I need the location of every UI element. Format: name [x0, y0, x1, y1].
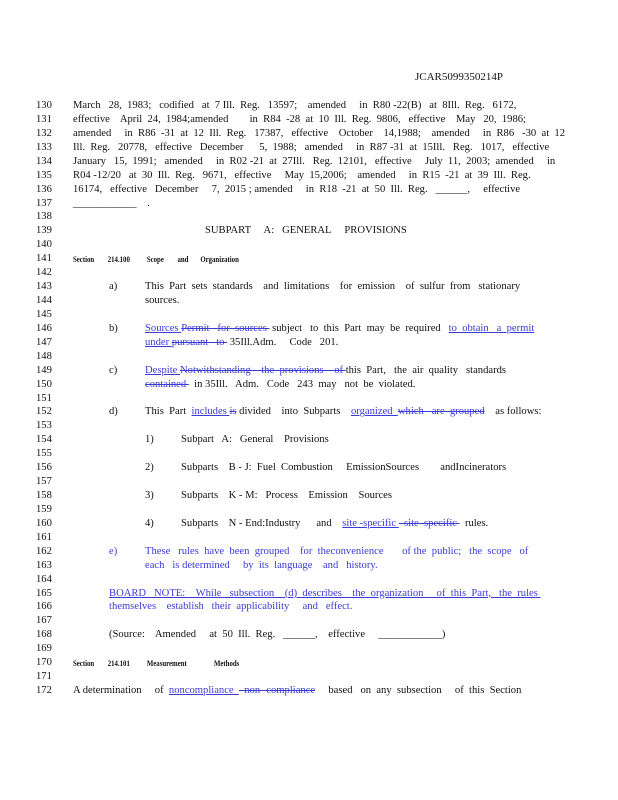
- text-run: Subparts B - J: Fuel Combustion EmissionSources andIncinerators: [181, 462, 507, 474]
- line-text: [73, 99, 516, 113]
- document-line: [0, 614, 618, 628]
- line-number: 162: [36, 545, 52, 557]
- text-run: Section 214.101 Measurement Methods: [73, 658, 240, 669]
- line-text: [73, 141, 549, 155]
- line-number: 159: [36, 503, 52, 515]
- text-run: 16174, effective December 7, 2015 ; amended in R18 -21 at 50 Ill. Reg. ______, effective: [73, 183, 521, 195]
- document-line: [0, 336, 618, 350]
- line-number: 160: [36, 517, 52, 529]
- line-number: 170: [36, 657, 52, 669]
- inserted-text: noncompliance: [168, 685, 239, 697]
- section-heading: [73, 252, 239, 266]
- line-number: 158: [36, 490, 52, 502]
- line-number: 140: [36, 239, 52, 251]
- text-run: 35Ill.Adm. Code 201.: [227, 336, 339, 348]
- section-heading: [73, 656, 239, 670]
- document-line: [0, 489, 618, 503]
- line-number: 171: [36, 671, 52, 683]
- text-run: A determination of: [73, 685, 169, 697]
- line-text: [73, 183, 520, 197]
- document-line: [0, 266, 618, 280]
- inserted-text: organized: [351, 406, 398, 418]
- document-line: [0, 517, 618, 531]
- text-run: Subpart A: General Provisions: [181, 434, 329, 446]
- line-number: 135: [36, 169, 52, 181]
- line-number: 164: [36, 573, 52, 585]
- line-number: 136: [36, 183, 52, 195]
- text-run: Section 214.100 Scope and Organization: [73, 254, 239, 265]
- document-line: [0, 656, 618, 670]
- text-run: Subparts N - End:Industry and: [181, 517, 343, 529]
- document-line: [0, 587, 618, 601]
- document-line: [0, 238, 618, 252]
- document-line: [0, 99, 618, 113]
- text-run: based on any subsection of this Section: [315, 685, 522, 697]
- document-line: [0, 294, 618, 308]
- line-number: 156: [36, 462, 52, 474]
- inserted-text: site -specific: [342, 517, 399, 529]
- line-number: 166: [36, 601, 52, 613]
- document-line: [0, 224, 618, 238]
- document-line: [0, 531, 618, 545]
- inserted-text: Despite: [145, 364, 181, 376]
- line-number: 163: [36, 559, 52, 571]
- text-run: subject to this Part may be required: [269, 322, 449, 334]
- document-line: [0, 670, 618, 684]
- line-text: [73, 169, 531, 183]
- text-run: in 35Ill. Adm. Code 243 may not be violated.: [188, 378, 416, 390]
- document-line: [0, 475, 618, 489]
- document-line: [0, 183, 618, 197]
- line-number: 161: [36, 531, 52, 543]
- item-label: 2): [145, 462, 154, 474]
- line-number: 132: [36, 127, 52, 139]
- line-number: 154: [36, 434, 52, 446]
- text-run: These rules have been grouped for theconvenience of the public; the scope of: [145, 545, 529, 557]
- text-run: March 28, 1983; codified at 7 Ill. Reg. 13597; amended in R80 -22(B) at 8Ill. Reg. 6172,: [73, 100, 517, 111]
- document-line: [0, 503, 618, 517]
- subsection-label: c): [109, 364, 118, 376]
- line-text: [145, 405, 541, 419]
- document-line: [0, 405, 618, 419]
- text-run: January 15, 1991; amended in R02 -21 at 27Ill. Reg. 12101, effective July 11, 2003; amended in: [73, 155, 556, 167]
- line-text: [181, 461, 506, 475]
- text-run: this Part, the air quality standards: [345, 364, 507, 376]
- document-line: [0, 364, 618, 378]
- subsection-label: b): [109, 322, 118, 334]
- text-run: This Part sets standards and limitations for emission of sulfur from stationary: [145, 281, 521, 293]
- subsection-label: a): [109, 281, 118, 293]
- text-run: SUBPART A: GENERAL PROVISIONS: [205, 225, 407, 237]
- line-number: 152: [36, 406, 52, 418]
- subsection-label: d): [109, 406, 118, 418]
- line-number: 167: [36, 615, 52, 627]
- document-line: [0, 155, 618, 169]
- line-number: 148: [36, 350, 52, 362]
- line-number: 149: [36, 364, 52, 376]
- line-number: 141: [36, 253, 52, 265]
- line-number: 143: [36, 281, 52, 293]
- line-number: 169: [36, 643, 52, 655]
- deleted-text: site specific: [398, 517, 460, 529]
- line-number: 130: [36, 100, 52, 111]
- line-text: [145, 378, 415, 392]
- line-text: [181, 517, 488, 531]
- line-number: 172: [36, 685, 52, 697]
- deleted-text: pursuant to: [171, 336, 228, 348]
- item-label: 3): [145, 490, 154, 502]
- text-run: sources.: [145, 295, 180, 307]
- subpart-heading: [205, 224, 407, 238]
- document-line: [0, 684, 618, 698]
- document-line: [0, 447, 618, 461]
- item-label: 4): [145, 517, 154, 529]
- line-number: 131: [36, 113, 52, 125]
- line-number: 142: [36, 267, 52, 279]
- text-run: ____________ .: [73, 197, 150, 209]
- deleted-text: which are grouped: [397, 406, 485, 418]
- inserted-text: Sources: [145, 322, 182, 334]
- line-number: 137: [36, 197, 52, 209]
- document-line: [0, 141, 618, 155]
- document-line: [0, 113, 618, 127]
- document-line: [0, 308, 618, 322]
- line-number: 139: [36, 225, 52, 237]
- line-number: 147: [36, 336, 52, 348]
- line-number: 153: [36, 420, 52, 432]
- text-run: Subparts K - M: Process Emission Sources: [181, 490, 392, 502]
- document-line: [0, 378, 618, 392]
- line-text: [109, 628, 445, 642]
- text-run: R04 -12/20 at 30 Ill. Reg. 9671, effective May 15,2006; amended in R15 -21 at 39 Ill. Reg.: [73, 169, 531, 181]
- deleted-text: is: [229, 406, 237, 418]
- line-text: [73, 197, 150, 211]
- line-text: [73, 155, 555, 169]
- document-line: [0, 642, 618, 656]
- document-line: [0, 419, 618, 433]
- text-run: each is determined by its language and history.: [145, 559, 378, 571]
- line-text: [145, 322, 534, 336]
- document-line: [0, 573, 618, 587]
- line-number: 150: [36, 378, 52, 390]
- document-line: [0, 252, 618, 266]
- text-run: effective April 24, 1984;amended in R84 -28 at 10 Ill. Reg. 9806, effective May 20, 1986;: [73, 113, 526, 125]
- line-text: [73, 127, 565, 141]
- line-number: 138: [36, 211, 52, 223]
- deleted-text: contained: [145, 378, 189, 390]
- line-number: 157: [36, 476, 52, 488]
- line-number: 165: [36, 587, 52, 599]
- document-line: [0, 197, 618, 211]
- document-line: [0, 600, 618, 614]
- text-run: themselves establish their applicability and effect.: [109, 601, 353, 613]
- line-number: 151: [36, 392, 52, 404]
- text-run: as follows:: [484, 406, 542, 418]
- deleted-text: Notwithstanding the provisions of: [180, 364, 346, 376]
- line-number: 145: [36, 308, 52, 320]
- line-number: 146: [36, 322, 52, 334]
- inserted-text: includes: [191, 406, 230, 418]
- line-text: [109, 587, 541, 601]
- document-line: [0, 127, 618, 141]
- text-run: (Source: Amended at 50 Ill. Reg. ______, effective ____________): [109, 629, 446, 641]
- text-run: Ill. Reg. 20778, effective December 5, 1988; amended in R87 -31 at 15Ill. Reg. 1017, effective: [73, 141, 550, 153]
- document-line: [0, 559, 618, 573]
- document-line: [0, 545, 618, 559]
- line-text: [145, 294, 179, 308]
- line-text: [181, 433, 329, 447]
- document-line: [0, 433, 618, 447]
- deleted-text: non -compliance: [238, 685, 316, 697]
- line-text: [181, 489, 392, 503]
- document-line: [0, 628, 618, 642]
- document-line: [0, 280, 618, 294]
- subsection-label: e): [109, 545, 118, 557]
- line-text: [109, 600, 352, 614]
- line-text: [145, 545, 528, 559]
- line-number: 133: [36, 141, 52, 153]
- document-line: [0, 392, 618, 406]
- line-text: [73, 684, 521, 698]
- line-number: 155: [36, 448, 52, 460]
- text-run: rules.: [459, 517, 489, 529]
- line-text: [73, 113, 526, 127]
- document-line: [0, 169, 618, 183]
- text-run: divided into Subparts: [236, 406, 351, 418]
- line-number: 144: [36, 295, 52, 307]
- item-label: 1): [145, 434, 154, 446]
- document-line: [0, 350, 618, 364]
- line-number: 134: [36, 155, 52, 167]
- line-text: [145, 280, 520, 294]
- document-code: JCAR5099350214P: [414, 71, 503, 83]
- line-text: [145, 336, 338, 350]
- document-line: [0, 210, 618, 224]
- deleted-text: Permit for sources: [181, 322, 270, 334]
- inserted-text: to obtain a permit: [448, 322, 535, 334]
- inserted-text: under: [145, 336, 172, 348]
- text-run: This Part: [145, 406, 192, 418]
- text-run: amended in R86 -31 at 12 Ill. Reg. 17387, effective October 14,1988; amended in R86 -30 at 12: [73, 127, 566, 139]
- line-number: 168: [36, 629, 52, 641]
- document-line: [0, 461, 618, 475]
- line-text: [145, 559, 378, 573]
- document-line: [0, 322, 618, 336]
- inserted-text: BOARD NOTE: While subsection (d) describes the organization of this Part, the rules: [109, 587, 541, 599]
- line-text: [145, 364, 506, 378]
